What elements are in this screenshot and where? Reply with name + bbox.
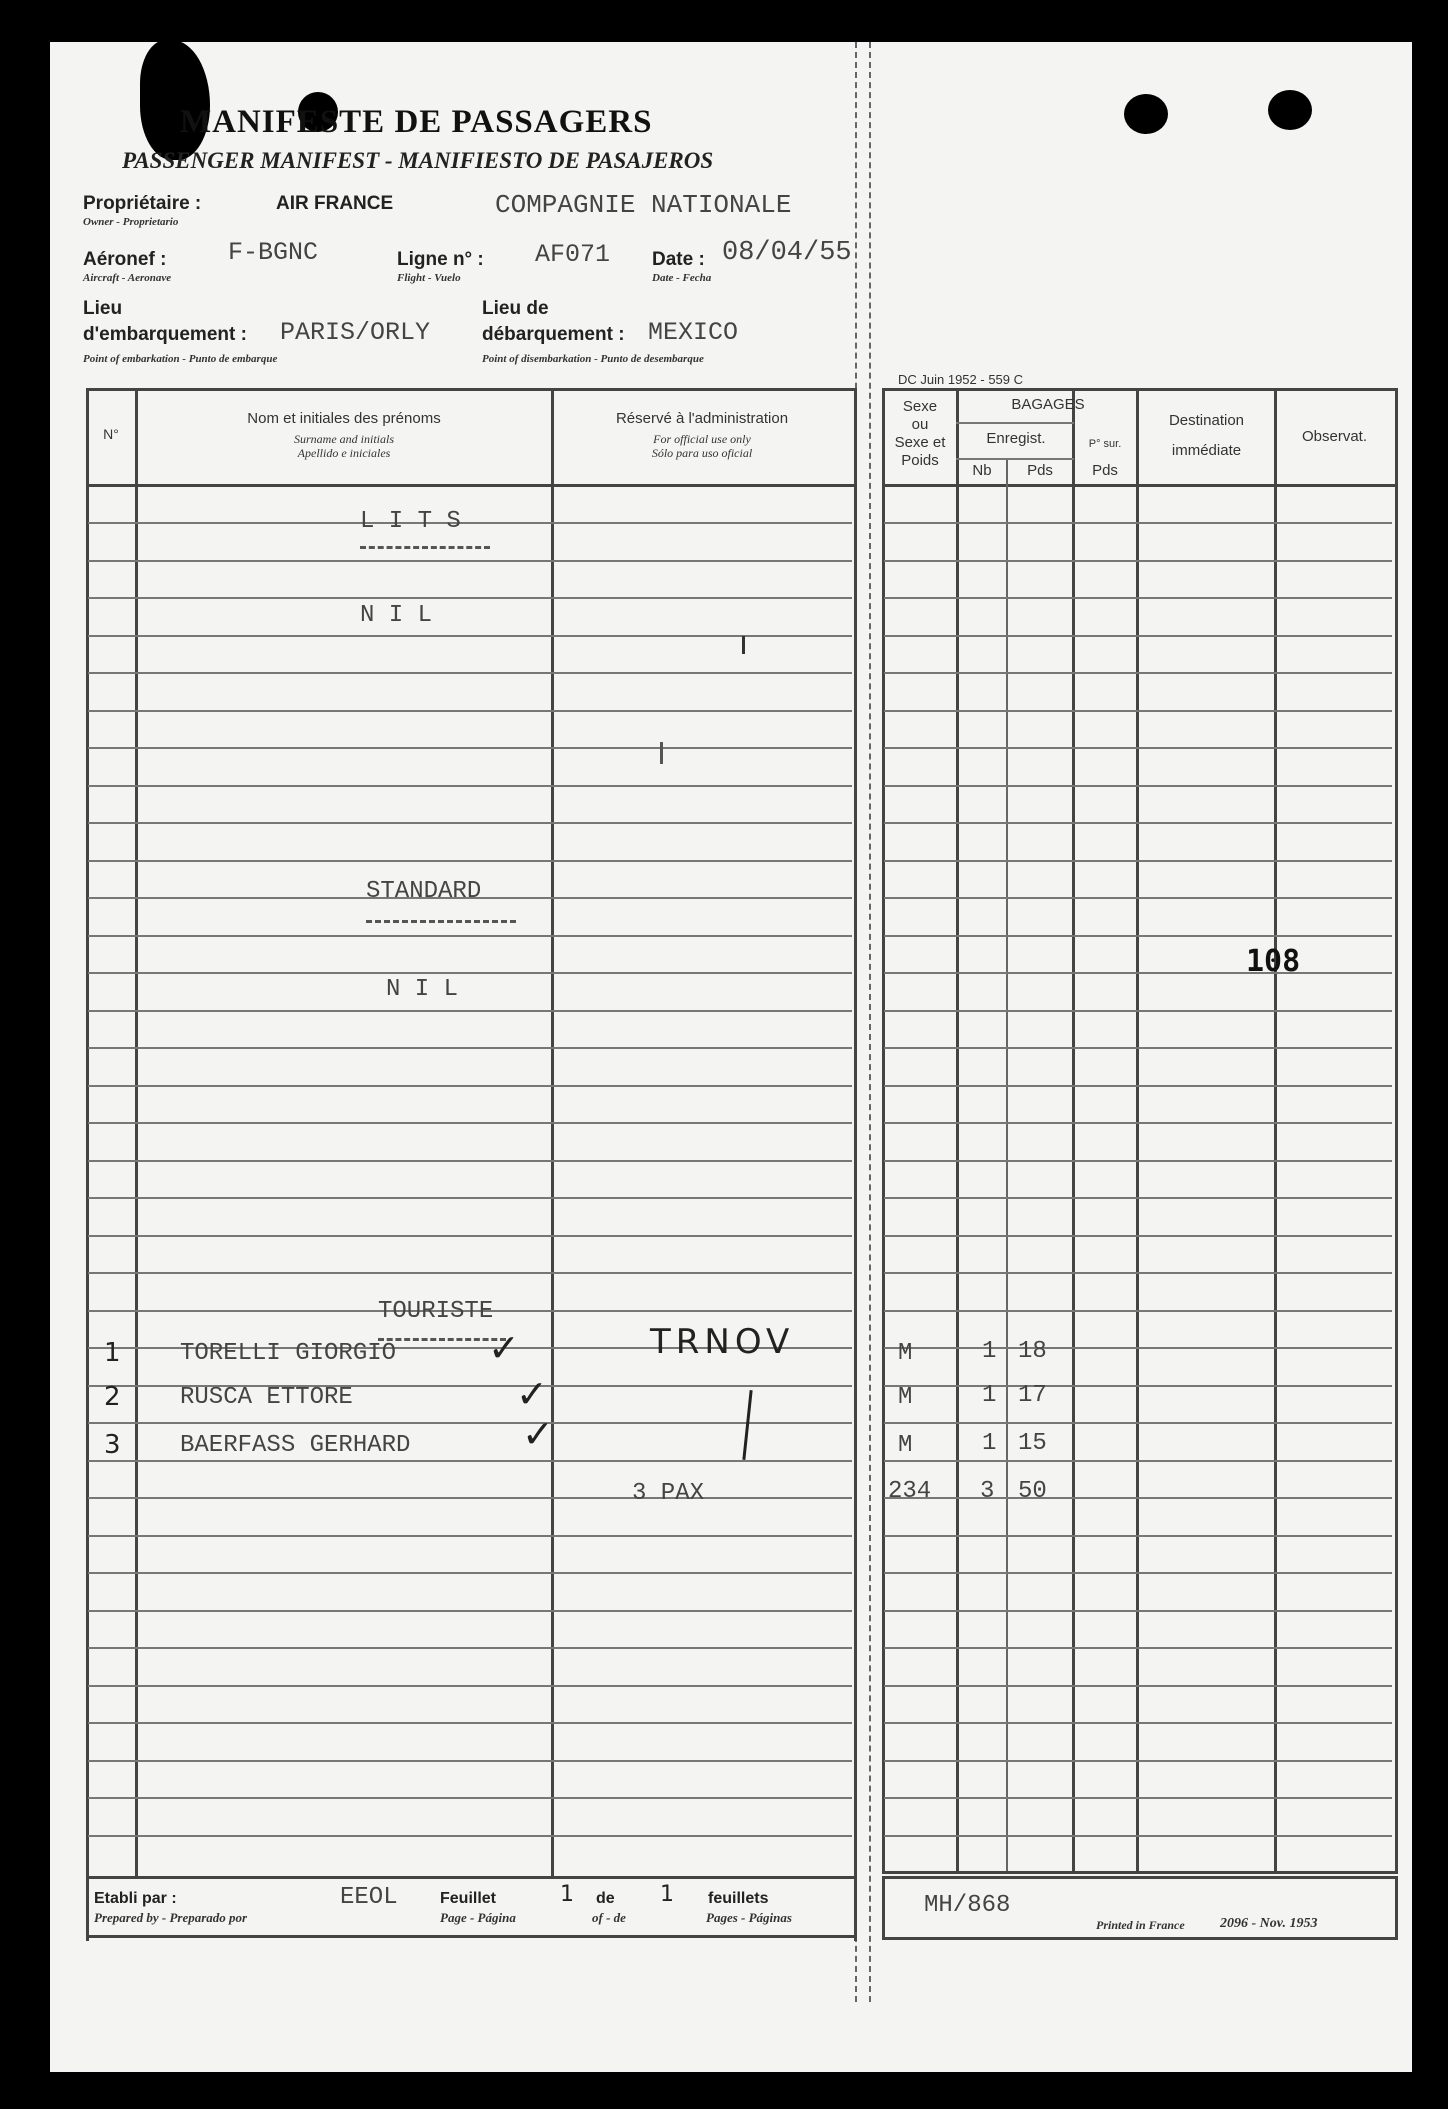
right-row-line — [884, 1122, 1392, 1124]
right-row-line — [884, 1085, 1392, 1087]
stamp-number: 108 — [1246, 944, 1301, 979]
left-row-line — [88, 522, 852, 524]
stray-mark — [660, 742, 663, 764]
col-name: Nom et initiales des prénoms — [247, 410, 441, 427]
flight-value: AF071 — [535, 240, 611, 269]
right-row-line — [884, 935, 1392, 937]
passenger-no: 1 — [104, 1338, 121, 1368]
flight-label: Ligne n° : — [397, 249, 484, 270]
right-row-line — [884, 1572, 1392, 1574]
left-row-line — [88, 1535, 852, 1537]
right-row-line — [884, 860, 1392, 862]
left-row-line — [88, 1685, 852, 1687]
print-code: 2096 - Nov. 1953 — [1220, 1916, 1318, 1931]
right-row-line — [884, 1422, 1392, 1424]
right-row-line — [884, 1310, 1392, 1312]
right-row-line — [884, 1160, 1392, 1162]
col-admin-en: For official use only — [653, 432, 751, 446]
passenger-name: RUSCA ETTORE — [180, 1384, 353, 1411]
right-row-line — [884, 1647, 1392, 1649]
right-row-line — [884, 897, 1392, 899]
left-row-line — [88, 1722, 852, 1724]
pages-label: feuillets — [708, 1890, 769, 1907]
left-row-line — [88, 972, 852, 974]
passenger-bag-weight: 15 — [1018, 1430, 1047, 1457]
standard-nil: N I L — [386, 976, 459, 1003]
date-label: Date : — [652, 249, 705, 270]
right-row-line — [884, 710, 1392, 712]
of-value: 1 — [660, 1882, 674, 1907]
right-row-line — [884, 972, 1392, 974]
right-row-line — [884, 597, 1392, 599]
left-row-line — [88, 1122, 852, 1124]
pages-sublabel: Pages - Páginas — [706, 1910, 792, 1925]
center-fold — [855, 42, 871, 2002]
right-row-line — [884, 1760, 1392, 1762]
left-row-line — [88, 1497, 852, 1499]
col-observ: Observat. — [1301, 428, 1368, 445]
passenger-sex: M — [898, 1432, 913, 1459]
owner-label: Propriétaire : — [83, 193, 202, 214]
section-touriste: TOURISTE — [378, 1298, 494, 1325]
right-row-line — [884, 1685, 1392, 1687]
left-row-line — [88, 1572, 852, 1574]
left-row-line — [88, 747, 852, 749]
right-row-line — [884, 1722, 1392, 1724]
disembark-label-1: Lieu de — [482, 298, 549, 319]
col-sex-3: Sexe et — [894, 434, 946, 451]
left-row-line — [88, 822, 852, 824]
left-row-line — [88, 1047, 852, 1049]
right-row-line — [884, 1460, 1392, 1462]
passenger-no: 2 — [104, 1382, 121, 1412]
left-row-line — [88, 860, 852, 862]
total-pds: 50 — [1018, 1478, 1047, 1505]
reference: MH/868 — [924, 1892, 1011, 1919]
left-row-line — [88, 597, 852, 599]
passenger-sex: M — [898, 1340, 913, 1367]
prepared-label: Etabli par : — [94, 1890, 177, 1907]
owner-sublabel: Owner - Proprietario — [83, 216, 179, 228]
left-row-line — [88, 1610, 852, 1612]
right-row-line — [884, 1497, 1392, 1499]
left-row-line — [88, 1460, 852, 1462]
stray-mark — [742, 636, 745, 654]
right-row-line — [884, 1010, 1392, 1012]
sheet-value: 1 — [560, 1882, 574, 1907]
punch-hole — [1268, 90, 1312, 130]
left-row-line — [88, 672, 852, 674]
form-subtitle: PASSENGER MANIFEST - MANIFIESTO DE PASAJEROS — [122, 148, 714, 173]
col-name-es: Apellido e iniciales — [297, 446, 391, 460]
form-title: MANIFESTE DE PASSAGERS — [180, 104, 653, 140]
left-table-frame — [86, 388, 857, 1941]
right-row-line — [884, 1347, 1392, 1349]
right-row-line — [884, 522, 1392, 524]
passenger-sex: M — [898, 1384, 913, 1411]
col-destination-2: immédiate — [1171, 442, 1242, 459]
date-value: 08/04/55 — [722, 238, 852, 268]
touriste-underline — [378, 1338, 506, 1341]
embark-value: PARIS/ORLY — [280, 318, 431, 347]
of-sublabel: of - de — [592, 1910, 626, 1925]
col-name-en: Surname and initials — [293, 432, 394, 446]
check-icon: ✓ — [488, 1326, 520, 1370]
printed-label: Printed in France — [1096, 1918, 1185, 1932]
left-row-line — [88, 1085, 852, 1087]
admin-note: TRNOV — [650, 1322, 795, 1362]
sheet-label: Feuillet — [440, 1890, 497, 1907]
embark-sublabel: Point of embarkation - Punto de embarque — [83, 353, 278, 365]
right-row-line — [884, 1197, 1392, 1199]
right-row-line — [884, 635, 1392, 637]
standard-underline — [366, 920, 516, 923]
check-icon: ✓ — [522, 1412, 554, 1456]
col-sex-1: Sexe — [902, 398, 938, 415]
right-row-line — [884, 1797, 1392, 1799]
aircraft-label: Aéronef : — [83, 249, 167, 270]
disembark-label-2: débarquement : — [482, 324, 625, 345]
passenger-name: TORELLI GIORGIO — [180, 1340, 397, 1367]
passenger-bag-count: 1 — [982, 1338, 997, 1365]
of-label: de — [596, 1890, 615, 1907]
col-admin: Réservé à l'administration — [615, 410, 789, 427]
flight-sublabel: Flight - Vuelo — [397, 272, 461, 284]
sheet-sublabel: Page - Página — [440, 1910, 516, 1925]
right-row-line — [884, 1272, 1392, 1274]
form-code: DC Juin 1952 - 559 C — [898, 372, 1024, 387]
left-row-line — [88, 635, 852, 637]
right-row-line — [884, 1610, 1392, 1612]
right-table-frame — [882, 388, 1398, 1874]
col-bagages: BAGAGES — [1011, 396, 1085, 413]
embark-label-1: Lieu — [83, 298, 123, 319]
aircraft-value: F-BGNC — [228, 238, 319, 267]
col-sex-4: Poids — [901, 452, 939, 469]
left-row-line — [88, 710, 852, 712]
col-enregist: Enregist. — [986, 430, 1046, 447]
total-pax: 3 PAX — [632, 1480, 705, 1507]
right-row-line — [884, 1235, 1392, 1237]
right-row-line — [884, 1535, 1392, 1537]
prepared-sublabel: Prepared by - Preparado por — [94, 1910, 248, 1925]
right-row-line — [884, 785, 1392, 787]
col-pds: Pds — [1027, 462, 1053, 479]
col-admin-es: Sólo para uso oficial — [651, 446, 753, 460]
total-weight: 234 — [888, 1478, 932, 1505]
owner-value: AIR FRANCE — [276, 193, 394, 214]
date-sublabel: Date - Fecha — [652, 272, 712, 284]
right-row-line — [884, 1835, 1392, 1837]
left-row-line — [88, 560, 852, 562]
left-row-line — [88, 1647, 852, 1649]
col-extra-pds: Pds — [1092, 462, 1118, 479]
right-row-line — [884, 1385, 1392, 1387]
col-extra: P° sur. — [1088, 438, 1122, 450]
left-row-line — [88, 1835, 852, 1837]
disembark-value: MEXICO — [648, 318, 739, 347]
passenger-name: BAERFASS GERHARD — [180, 1432, 411, 1459]
right-row-line — [884, 747, 1392, 749]
passenger-bag-count: 1 — [982, 1430, 997, 1457]
left-row-line — [88, 935, 852, 937]
left-row-line — [88, 1235, 852, 1237]
check-icon: ✓ — [516, 1372, 548, 1416]
section-lits: L I T S — [360, 508, 461, 535]
embark-label-2: d'embarquement : — [83, 324, 247, 345]
total-nb: 3 — [980, 1478, 995, 1505]
right-row-line — [884, 1047, 1392, 1049]
left-row-line — [88, 1422, 852, 1424]
disembark-sublabel: Point of disembarkation - Punto de desembarque — [482, 353, 704, 365]
punch-hole — [1124, 94, 1168, 134]
col-sex-2: ou — [911, 416, 929, 433]
right-row-line — [884, 672, 1392, 674]
owner-typed: COMPAGNIE NATIONALE — [495, 190, 792, 220]
left-row-line — [88, 1760, 852, 1762]
prepared-value: EEOL — [340, 1884, 398, 1911]
passenger-bag-count: 1 — [982, 1382, 997, 1409]
lits-underline — [360, 546, 490, 549]
left-row-line — [88, 1797, 852, 1799]
section-standard: STANDARD — [366, 878, 482, 905]
right-row-line — [884, 560, 1392, 562]
passenger-bag-weight: 18 — [1018, 1338, 1047, 1365]
lits-nil: N I L — [360, 602, 433, 629]
left-row-line — [88, 1010, 852, 1012]
passenger-no: 3 — [104, 1430, 121, 1460]
aircraft-sublabel: Aircraft - Aeronave — [83, 272, 172, 284]
passenger-bag-weight: 17 — [1018, 1382, 1047, 1409]
col-no: N° — [103, 426, 119, 442]
left-row-line — [88, 1160, 852, 1162]
left-row-line — [88, 1272, 852, 1274]
col-nb: Nb — [972, 462, 992, 479]
left-row-line — [88, 1197, 852, 1199]
right-row-line — [884, 822, 1392, 824]
col-destination-1: Destination — [1168, 412, 1245, 429]
left-row-line — [88, 785, 852, 787]
